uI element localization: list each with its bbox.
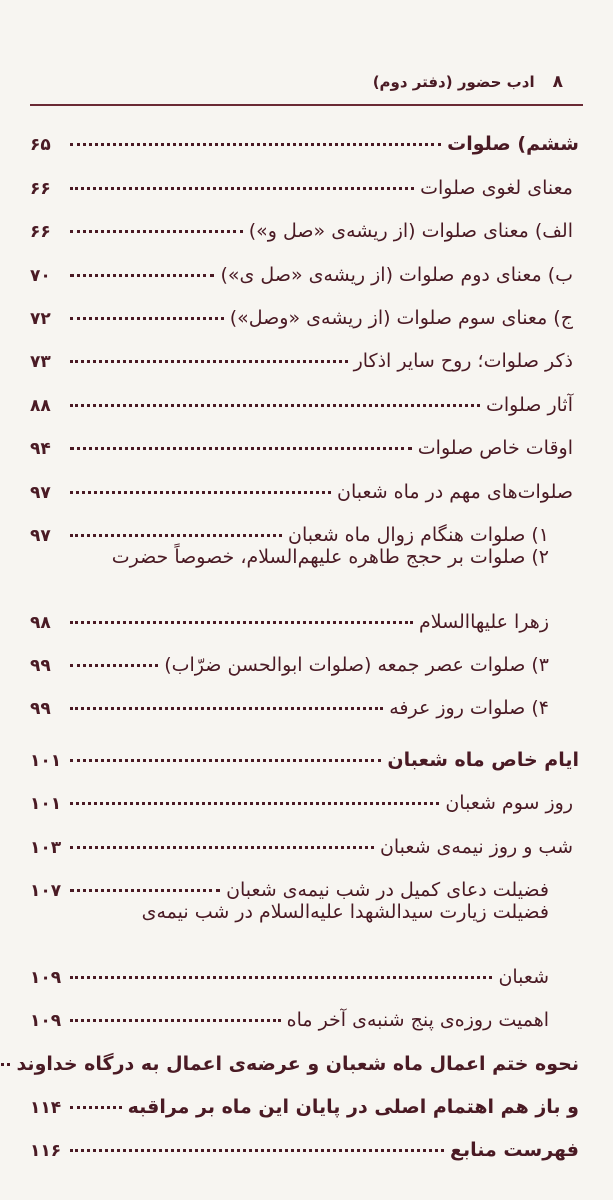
- toc-entry-title: و باز هم اهتمام اصلی در پایان این ماه بر مراقبه: [127, 1095, 579, 1118]
- toc-page-number: ۹۷: [30, 482, 51, 503]
- dot-leader: [70, 317, 224, 320]
- toc-entry: [30, 546, 579, 589]
- toc-page-number: ۱۱۴: [30, 1097, 62, 1118]
- toc-page-number: ۷۰: [30, 265, 51, 286]
- toc-entry: [30, 988, 579, 1031]
- toc-entry: [30, 1118, 579, 1161]
- toc-entry-title: معنای لغوی صلوات: [420, 176, 573, 199]
- toc-entry-title: ششم) صلوات: [447, 133, 579, 156]
- toc-entry-title: صلوات‌های مهم در ماه شعبان: [337, 480, 573, 503]
- toc-entry: [30, 858, 579, 901]
- toc-entry-title: فهرست منابع: [450, 1139, 579, 1162]
- toc-entry-title: فضیلت دعای کمیل در شب نیمه‌ی شعبان: [226, 879, 549, 902]
- toc-page-number: ۷۳: [30, 352, 51, 373]
- dot-leader: [70, 1149, 444, 1152]
- header-rule: [30, 104, 583, 106]
- toc-entry: [30, 771, 579, 814]
- toc-entry: [30, 901, 579, 944]
- table-of-contents: [16, 112, 579, 1162]
- toc-entry: [30, 459, 579, 502]
- dot-leader: [70, 404, 480, 407]
- dot-leader: [70, 447, 412, 450]
- toc-entry-title: ذکر صلوات؛ روح سایر اذکار: [353, 350, 573, 373]
- toc-entry-title: ۱) صلوات هنگام زوال ماه شعبان: [288, 523, 549, 546]
- dot-leader: [70, 143, 441, 146]
- dot-leader: [70, 534, 282, 537]
- toc-page-number: ۱۰۱: [30, 794, 62, 815]
- toc-entry: [30, 155, 579, 198]
- dot-leader: [70, 707, 383, 710]
- dot-leader: [70, 491, 331, 494]
- dot-leader: [70, 802, 439, 805]
- toc-entry: [30, 286, 579, 329]
- toc-entry: [30, 633, 579, 676]
- toc-page-number: ۷۲: [30, 308, 51, 329]
- toc-entry: [16, 1031, 579, 1075]
- toc-entry: [30, 199, 579, 242]
- dot-leader: [70, 360, 348, 363]
- toc-entry-title: ۴) صلوات روز عرفه: [389, 697, 549, 720]
- toc-entry-title: ایام خاص ماه شعبان: [387, 748, 579, 771]
- toc-entry: [30, 944, 579, 987]
- toc-entry: [30, 242, 579, 285]
- dot-leader: [70, 976, 492, 979]
- toc-page-number: ۹۹: [30, 656, 51, 677]
- dot-leader: [0, 1063, 10, 1066]
- toc-page-number: ۹۹: [30, 699, 51, 720]
- dot-leader: [70, 621, 413, 624]
- dot-leader: [70, 1019, 281, 1022]
- toc-entry-title: روز سوم شعبان: [445, 792, 573, 815]
- toc-entry: [30, 676, 579, 719]
- toc-entry: [30, 1075, 579, 1118]
- toc-entry-title: اوقات خاص صلوات: [417, 437, 573, 460]
- toc-page-number: ۹۷: [30, 525, 51, 546]
- dot-leader: [70, 187, 414, 190]
- toc-page-number: ۸۸: [30, 395, 51, 416]
- toc-page-number: ۱۰۹: [30, 967, 62, 988]
- dot-leader: [70, 759, 381, 762]
- toc-entry: [30, 372, 579, 415]
- toc-page-number: ۱۰۱: [30, 750, 62, 771]
- toc-entry: [30, 329, 579, 372]
- running-header: [30, 64, 563, 100]
- page-number: ۸: [552, 72, 563, 92]
- book-title: ادب حضور (دفتر دوم): [372, 73, 535, 91]
- toc-entry: [30, 589, 579, 632]
- toc-entry-title: الف) معنای صلوات (از ریشه‌ی «صل و»): [248, 220, 573, 243]
- toc-entry: [30, 416, 579, 459]
- toc-page-number: ۹۴: [30, 439, 51, 460]
- toc-page-number: ۱۱۶: [30, 1141, 62, 1162]
- toc-entry-title: شب و روز نیمه‌ی شعبان: [379, 835, 573, 858]
- toc-entry-title: ۳) صلوات عصر جمعه (صلوات ابوالحسن ضرّاب): [164, 654, 549, 677]
- toc-entry: [30, 814, 579, 857]
- toc-page-number: ۱۰۷: [30, 881, 62, 902]
- toc-entry-title: آثار صلوات: [486, 393, 573, 416]
- dot-leader: [70, 274, 214, 277]
- toc-page-number: ۶۶: [30, 178, 51, 199]
- toc-entry-title: ب) معنای دوم صلوات (از ریشه‌ی «صل ی»): [220, 263, 573, 286]
- toc-entry: [30, 112, 579, 155]
- toc-entry-title: ج) معنای سوم صلوات (از ریشه‌ی «وصل»): [229, 306, 573, 329]
- dot-leader: [70, 230, 243, 233]
- toc-entry-title: اهمیت روزه‌ی پنج شنبه‌ی آخر ماه: [286, 1009, 549, 1032]
- toc-entry-title: زهرا علیهاالسلام: [418, 610, 549, 633]
- toc-page-number: ۶۵: [30, 135, 51, 156]
- dot-leader: [70, 1106, 122, 1109]
- toc-page-number: ۶۶: [30, 222, 51, 243]
- toc-entry-title: شعبان: [498, 965, 549, 988]
- toc-entry: [30, 727, 579, 770]
- toc-entry-title: فضیلت زیارت سیدالشهدا علیه‌السلام در شب نیمه‌ی: [141, 901, 549, 924]
- dot-leader: [70, 664, 158, 667]
- toc-entry-title: نحوه ختم اعمال ماه شعبان و عرضه‌ی اعمال به درگاه خداوند: [16, 1052, 579, 1075]
- dot-leader: [70, 889, 220, 892]
- toc-entry: [30, 503, 579, 546]
- toc-page-number: ۱۰۹: [30, 1011, 62, 1032]
- toc-page-number: ۹۸: [30, 612, 51, 633]
- dot-leader: [70, 846, 374, 849]
- toc-entry-title: ۲) صلوات بر حجج طاهره علیهم‌السلام، خصوصاً حضرت: [111, 545, 549, 568]
- toc-page-number: ۱۰۳: [30, 837, 62, 858]
